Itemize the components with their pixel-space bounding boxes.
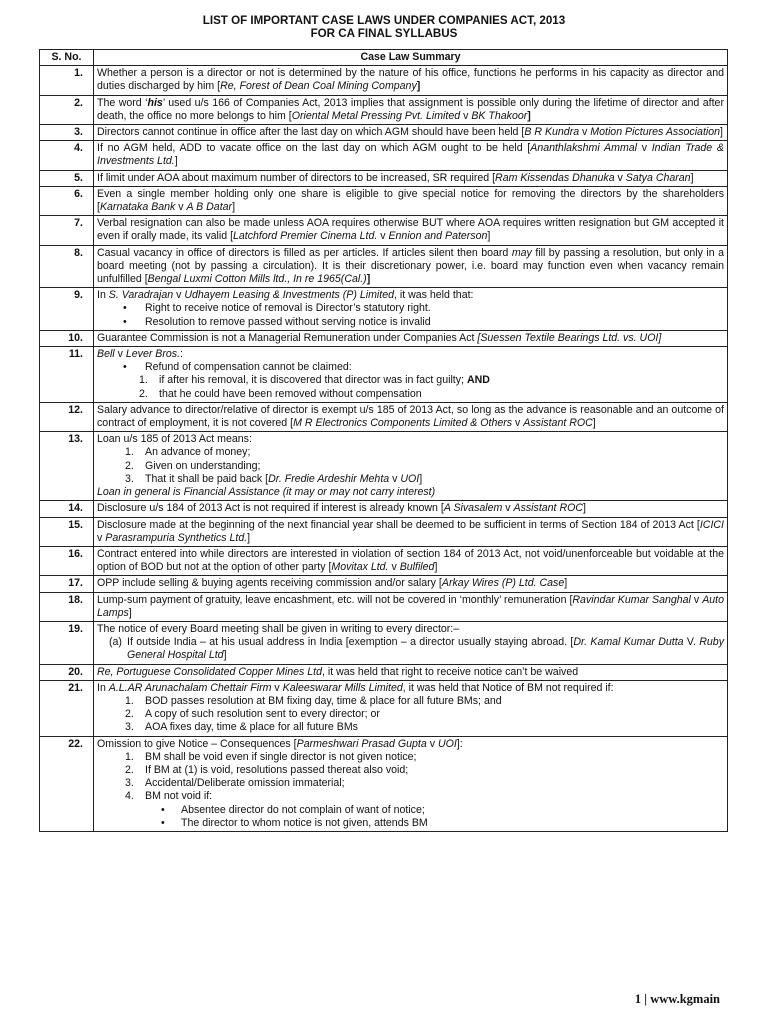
row-number: 10.	[40, 330, 94, 346]
case-citation: Parasrampuria Synthetics Ltd.	[105, 531, 248, 544]
row-number: 6.	[40, 186, 94, 215]
row-number: 14.	[40, 501, 94, 517]
case-citation: Bell	[97, 348, 115, 361]
list-item: 4. BM not void if:	[125, 790, 213, 803]
table-row	[40, 592, 728, 621]
footer-site: www.kgmain	[650, 992, 720, 1006]
table-row	[40, 288, 728, 331]
case-summary: Disclosure u/s 184 of 2013 Act is not required if interest is already known [A Sivasalem v Assistant ROC]	[94, 501, 728, 517]
table-row	[40, 95, 728, 124]
case-citation: A Sivasalem	[443, 502, 503, 515]
row-number: 5.	[40, 170, 94, 186]
case-citation: Dr. Fredie Ardeshir Mehta	[268, 472, 390, 485]
bullet-item: • The director to whom notice is not given, attends BM	[97, 817, 724, 830]
case-summary: Re, Portuguese Consolidated Copper Mines Ltd, it was held that right to receive notice can’t be waived	[94, 664, 728, 680]
list-item: 2. Given on understanding;	[125, 459, 261, 472]
table-row	[40, 546, 728, 575]
row-number: 13.	[40, 432, 94, 501]
list-item: 3. AOA fixes day, time & place for all future BMs	[125, 721, 358, 734]
header-sno: S. No.	[40, 50, 94, 66]
table-row	[40, 330, 728, 346]
row-number: 22.	[40, 736, 94, 831]
case-citation: Parmeshwari Prasad Gupta	[296, 737, 427, 750]
table-row	[40, 501, 728, 517]
case-citation: Bengal Luxmi Cotton Mills ltd., In re 1965(Cal.)	[147, 273, 367, 286]
case-citation: Karnataka Bank	[99, 201, 176, 214]
bullet-item: • Absentee director do not complain of want of notice;	[97, 804, 724, 817]
case-citation: A.L.AR Arunachalam Chettair Firm	[108, 681, 272, 694]
case-citation: Movitax Ltd.	[331, 561, 389, 574]
case-summary: In A.L.AR Arunachalam Chettair Firm v Kaleeswarar Mills Limited, it was held that Notice of BM not required if: 1. BOD passes resolution at BM fixing day, time & place for all future BMs; and 2. A copy of such resolution sent to every director; or 3. AOA fixes day, time & place for all future BMs	[94, 680, 728, 736]
table-row	[40, 432, 728, 501]
list-item: (a) If outside India – at his usual address in India [exemption – a director usually staying abroad. [Dr. Kamal Kumar Dutta V. Ruby General Hospital Ltd]	[109, 636, 724, 662]
title-line-1: LIST OF IMPORTANT CASE LAWS UNDER COMPANIES ACT, 2013	[202, 14, 566, 27]
table-row	[40, 245, 728, 288]
list-item: 2. If BM at (1) is void, resolutions passed thereat also void;	[125, 763, 409, 776]
table-row	[40, 680, 728, 736]
note-text: Loan in general is Financial Assistance (it may or may not carry interest)	[97, 486, 436, 499]
case-citation: Ram Kissendas Dhanuka	[495, 171, 615, 184]
list-item: 1. An advance of money;	[125, 446, 251, 459]
case-citation: Re, Portuguese Consolidated Copper Mines Ltd	[97, 665, 322, 678]
row-number: 11.	[40, 347, 94, 403]
case-summary: If no AGM held, ADD to vacate office on the last day on which AGM ought to be held [Ananthlakshmi Ammal v Indian Trade & Investments Ltd.]	[94, 141, 728, 170]
list-item: 1. BOD passes resolution at BM fixing day, time & place for all future BMs; and	[125, 694, 502, 707]
row-number: 18.	[40, 592, 94, 621]
table-row	[40, 170, 728, 186]
page-number: 1	[634, 992, 642, 1006]
bullet-item: • Resolution to remove passed without serving notice is invalid	[97, 316, 724, 329]
table-header-row	[40, 50, 728, 66]
case-citation: UOI	[437, 737, 457, 750]
case-citation: Dr. Kamal Kumar Dutta	[573, 636, 684, 649]
table-row	[40, 402, 728, 431]
row-number: 3.	[40, 125, 94, 141]
case-citation: [Suessen Textile Bearings Ltd. vs. UOI]	[477, 331, 662, 344]
table-row	[40, 576, 728, 592]
row-number: 2.	[40, 95, 94, 124]
case-citation: UOI	[400, 472, 420, 485]
case-citation: M R Electronics Components Limited & Others	[293, 417, 513, 430]
bullet-item: • Refund of compensation cannot be claimed:	[97, 361, 724, 374]
case-summary: In S. Varadrajan v Udhayem Leasing & Investments (P) Limited, it was held that: • Right to receive notice of removal is Director’s statutory right. • Resolution to remove passed without serving notice is invalid	[94, 288, 728, 331]
row-number: 12.	[40, 402, 94, 431]
row-number: 9.	[40, 288, 94, 331]
list-item: 3. Accidental/Deliberate omission immaterial;	[125, 777, 345, 790]
case-summary: Guarantee Commission is not a Managerial Remuneration under Companies Act [Suessen Textile Bearings Ltd. vs. UOI]	[94, 330, 728, 346]
case-citation: Re, Forest of Dean Coal Mining Company	[220, 80, 417, 93]
case-summary: Whether a person is a director or not is determined by the nature of his office, functions he performs in his capacity as director and duties discharged by him [Re, Forest of Dean Coal Mining Company]	[94, 66, 728, 95]
list-item: 1. if after his removal, it is discovered that director was in fact guilty; AND	[139, 374, 490, 387]
case-summary: The notice of every Board meeting shall be given in writing to every director:– (a) If outside India – at his usual address in India [exemption – a director usually staying abroad. [Dr. Kamal Kumar Dutta V. Ruby General Hospital Ltd]	[94, 621, 728, 664]
case-summary: Lump-sum payment of gratuity, leave encashment, etc. will not be covered in ‘monthly’ remuneration [Ravindar Kumar Sanghal v Auto Lamps]	[94, 592, 728, 621]
list-item: 3. That it shall be paid back [Dr. Fredie Ardeshir Mehta v UOI]	[125, 472, 423, 485]
case-summary: Casual vacancy in office of directors is filled as per articles. If articles silent then board may fill by passing a resolution, but only in a board meeting (not by passing a circulation). It is their discretionary power, i.e. board may function even when vacancy remain unfulfilled [Bengal Luxmi Cotton Mills ltd., In re 1965(Cal.)]	[94, 245, 728, 288]
case-citation: Ananthlakshmi Ammal	[530, 142, 638, 155]
row-number: 16.	[40, 546, 94, 575]
table-row	[40, 216, 728, 245]
case-summary: If limit under AOA about maximum number of directors to be increased, SR required [Ram Kissendas Dhanuka v Satya Charan]	[94, 170, 728, 186]
table-row	[40, 186, 728, 215]
case-summary: Omission to give Notice – Consequences [Parmeshwari Prasad Gupta v UOI]: 1. BM shall be void even if single director is not given notice; 2. If BM at (1) is void, resolutions passed thereat also void; 3. Accidental/Deliberate omission immaterial; 4. BM not void if: • Absentee director do not complain of want of notice; • The director to whom notice is not given, attends BM	[94, 736, 728, 831]
case-citation: Kaleeswarar Mills Limited	[282, 681, 403, 694]
case-citation: Ruby General Hospital Ltd	[127, 636, 724, 662]
case-citation: A B Datar	[186, 201, 233, 214]
case-summary: The word ‘his’ used u/s 166 of Companies Act, 2013 implies that assignment is possible only during the lifetime of director and after death, the office no more belongs to him [Oriental Metal Pressing Pvt. Limited v BK Thakoor]	[94, 95, 728, 124]
table-row	[40, 621, 728, 664]
case-summary: Even a single member holding only one share is eligible to give special notice for removing the directors by the shareholders [Karnataka Bank v A B Datar]	[94, 186, 728, 215]
row-number: 4.	[40, 141, 94, 170]
case-citation: Ravindar Kumar Sanghal	[572, 593, 691, 606]
case-citation: Bulfiled	[399, 561, 435, 574]
list-item: 1. BM shall be void even if single director is not given notice;	[125, 750, 417, 763]
case-citation: Latchford Premier Cinema Ltd.	[233, 230, 378, 243]
table-row	[40, 517, 728, 546]
case-citation: Auto Lamps	[97, 593, 724, 619]
table-row	[40, 347, 728, 403]
row-number: 1.	[40, 66, 94, 95]
case-citation: Ennion and Paterson	[388, 230, 488, 243]
case-summary: Directors cannot continue in office after the last day on which AGM should have been held [B R Kundra v Motion Pictures Association]	[94, 125, 728, 141]
case-summary: Bell v Lever Bros.: • Refund of compensation cannot be claimed: 1. if after his removal, it is discovered that director was in fact guilty; AND 2. that he could have been removed without compensation	[94, 347, 728, 403]
case-summary: Contract entered into while directors are interested in violation of section 184 of 2013 Act, not void/unenforceable but voidable at the option of BOD but not at the option of other party [Movitax Ltd. v Bulfiled]	[94, 546, 728, 575]
case-citation: Lever Bros.	[125, 348, 181, 361]
table-row	[40, 125, 728, 141]
case-citation: Assistant ROC	[523, 417, 593, 430]
page-footer: 1 | www.kgmain	[634, 992, 720, 1006]
case-citation: Udhayem Leasing & Investments (P) Limited	[184, 289, 394, 302]
list-item: 2. A copy of such resolution sent to every director; or	[125, 708, 380, 721]
list-item: 2. that he could have been removed without compensation	[139, 387, 422, 400]
case-summary: Verbal resignation can also be made unless AOA requires otherwise BUT where AOA requires written resignation but GM accepted it even if orally made, its valid [Latchford Premier Cinema Ltd. v Ennion and Paterson]	[94, 216, 728, 245]
case-citation: Assistant ROC	[513, 502, 583, 515]
title-line-2: FOR CA FINAL SYLLABUS	[310, 27, 458, 41]
case-citation: ICICI	[699, 518, 724, 531]
document-title	[0, 14, 768, 41]
table-row	[40, 664, 728, 680]
case-citation: B R Kundra	[524, 126, 580, 139]
table-row	[40, 736, 728, 831]
case-summary: Salary advance to director/relative of director is exempt u/s 185 of 2013 Act, so long as the advance is reasonable and an outcome of contract of employment, it is not covered [M R Electronics Components Limited & Others v Assistant ROC]	[94, 402, 728, 431]
row-number: 17.	[40, 576, 94, 592]
case-law-table	[39, 49, 728, 832]
case-summary: Loan u/s 185 of 2013 Act means: 1. An advance of money; 2. Given on understanding; 3. That it shall be paid back [Dr. Fredie Ardeshir Mehta v UOI] Loan in general is Financial Assistance (it may or may not carry interest)	[94, 432, 728, 501]
row-number: 7.	[40, 216, 94, 245]
row-number: 21.	[40, 680, 94, 736]
case-citation: Satya Charan	[625, 171, 691, 184]
case-citation: Arkay Wires (P) Ltd. Case	[441, 577, 565, 590]
case-citation: Oriental Metal Pressing Pvt. Limited	[291, 109, 461, 122]
header-summary: Case Law Summary	[94, 50, 728, 66]
row-number: 19.	[40, 621, 94, 664]
case-citation: Indian Trade & Investments Ltd.	[97, 142, 724, 168]
table-row	[40, 141, 728, 170]
row-number: 20.	[40, 664, 94, 680]
case-summary: Disclosure made at the beginning of the next financial year shall be deemed to be sufficient in terms of Section 184 of 2013 Act [ICICI v Parasrampuria Synthetics Ltd.]	[94, 517, 728, 546]
case-citation: Motion Pictures Association	[590, 126, 721, 139]
row-number: 15.	[40, 517, 94, 546]
case-summary: OPP include selling & buying agents receiving commission and/or salary [Arkay Wires (P) Ltd. Case]	[94, 576, 728, 592]
case-citation: BK Thakoor	[471, 109, 528, 122]
row-number: 8.	[40, 245, 94, 288]
table-row	[40, 66, 728, 95]
case-citation: S. Varadrajan	[108, 289, 174, 302]
bullet-item: • Right to receive notice of removal is Director’s statutory right.	[97, 302, 724, 315]
